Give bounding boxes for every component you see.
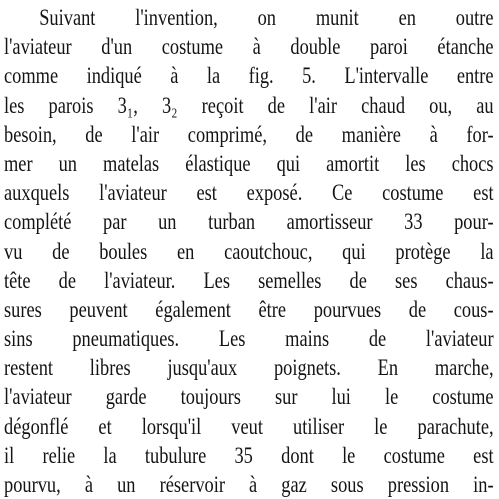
text-line-14: l'aviateur garde toujours sur lui le costume bbox=[4, 384, 494, 410]
text-line-3: comme indiqué à la fig. 5. L'intervalle entre bbox=[4, 63, 494, 89]
text-line-12: sins pneumatiques. Les mains de l'aviateur bbox=[4, 326, 494, 352]
text-line-2: l'aviateur d'un costume à double paroi étanche bbox=[4, 34, 494, 60]
text-line-17: pourvu, à un réservoir à gaz sous pression in- bbox=[4, 472, 494, 497]
text-line-5: besoin, de l'air comprimé, de manière à for- bbox=[4, 121, 494, 147]
text-line-6: mer un matelas élastique qui amortit les chocs bbox=[4, 150, 494, 176]
text-line-1: Suivant l'invention, on munit en outre bbox=[39, 5, 494, 30]
text-line-4: les parois 3₁, 3₂ reçoit de l'air chaud ou, au bbox=[4, 92, 494, 118]
text-line-13: restent libres jusqu'aux poignets. En marche, bbox=[4, 355, 494, 381]
text-line-10: tête de l'aviateur. Les semelles de ses chaus- bbox=[4, 267, 494, 293]
text-line-7: auxquels l'aviateur est exposé. Ce costume est bbox=[4, 180, 494, 206]
text-line-9: vu de boules en caoutchouc, qui protège la bbox=[4, 238, 494, 264]
text-line-8: complété par un turban amortisseur 33 pour- bbox=[4, 209, 494, 235]
text-line-11: sures peuvent également être pourvues de cous- bbox=[4, 296, 494, 322]
text-line-15: dégonflé et lorsqu'il veut utiliser le parachute, bbox=[4, 413, 494, 439]
paragraph bbox=[4, 3, 494, 499]
text-line-16: il relie la tubulure 35 dont le costume est bbox=[4, 442, 494, 468]
